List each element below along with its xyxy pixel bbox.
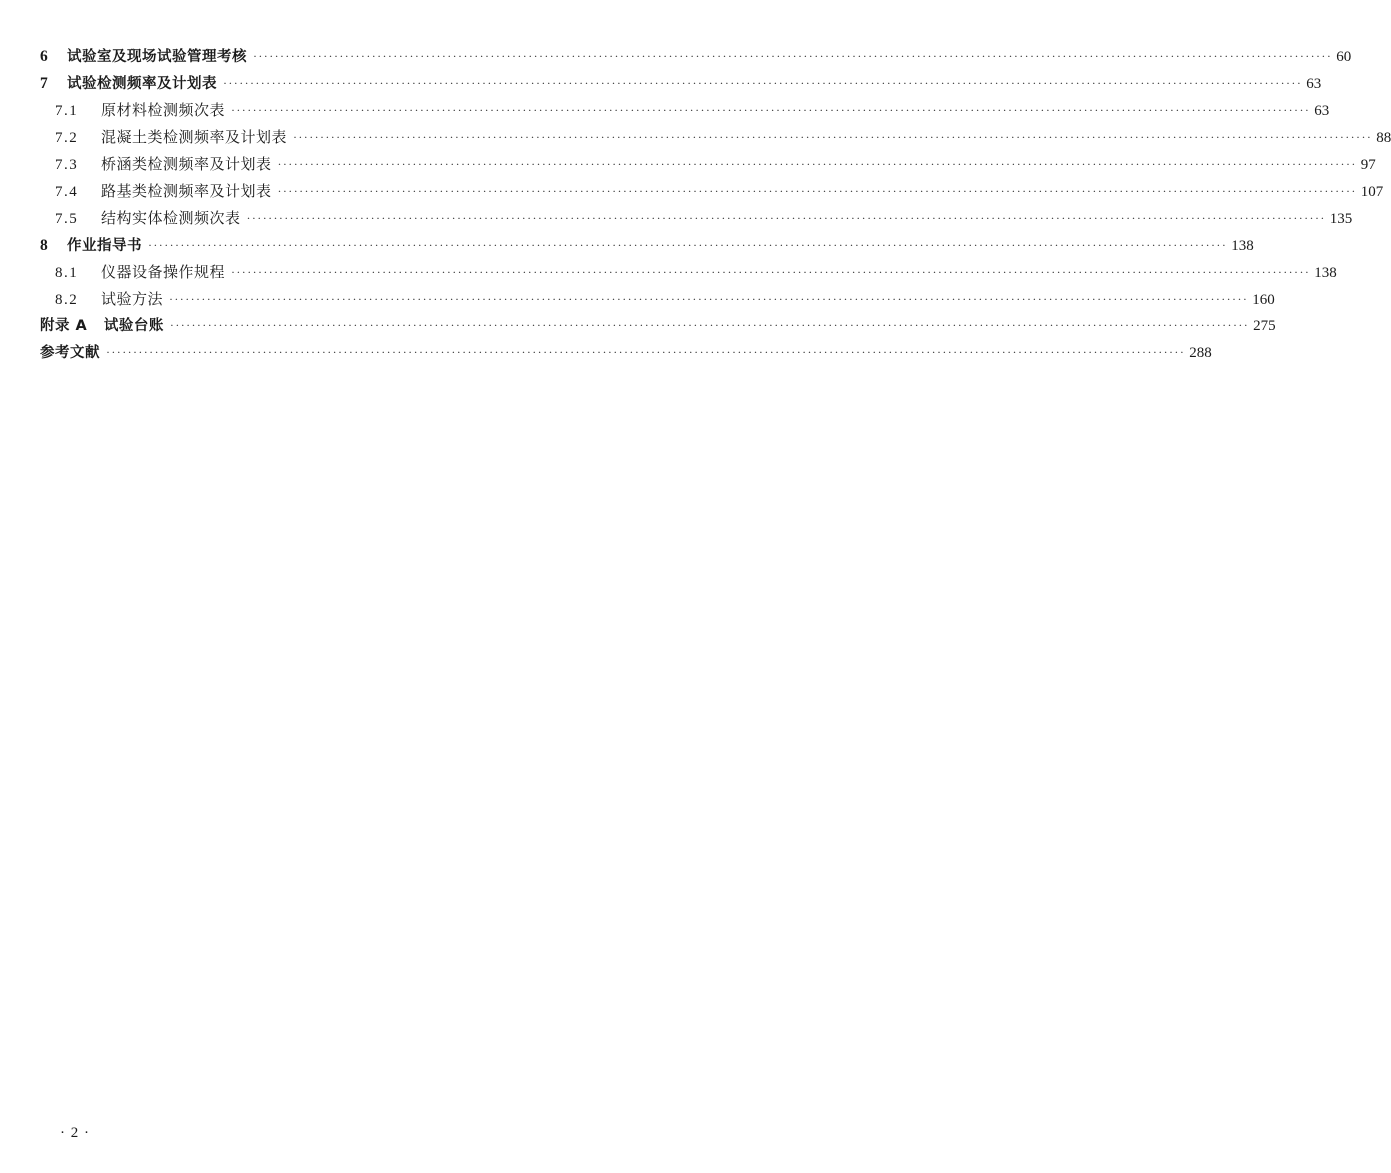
toc-entry-title: 附录 A 试验台账 (40, 318, 164, 334)
toc-entry-number: 7 (40, 75, 48, 92)
toc-entry-8-2[interactable] (40, 286, 1275, 313)
toc-entry-title: 仪器设备操作规程 (101, 263, 226, 281)
toc-entry-6[interactable] (40, 43, 1352, 70)
toc-entry-page: 288 (1189, 345, 1212, 361)
dot-leader: ········································································································································································································ (106, 345, 1186, 359)
toc-entry-7-4[interactable] (40, 178, 1384, 205)
toc-entry-page: 160 (1252, 292, 1275, 308)
toc-entry-7-2[interactable] (40, 124, 1391, 151)
toc-entry-title: 试验室及现场试验管理考核 (67, 49, 247, 65)
toc-entry-title: 结构实体检测频次表 (101, 209, 241, 227)
toc-entry-title: 试验检测频率及计划表 (67, 76, 217, 92)
toc-entry-page: 63 (1306, 76, 1322, 92)
toc-entry-title: 桥涵类检测频率及计划表 (101, 155, 272, 173)
dot-leader: ········································································································································································································ (223, 76, 1303, 90)
toc-entry-page: 138 (1314, 265, 1337, 281)
toc-entry-title: 原材料检测频次表 (101, 101, 226, 119)
dot-leader: ········································································································································································································ (277, 184, 1357, 198)
toc-entry-number: 8.2 (55, 292, 79, 308)
toc-entry-page: 135 (1329, 211, 1353, 227)
toc-entry-number: 6 (40, 48, 48, 65)
toc-entry-7-3[interactable] (40, 151, 1376, 178)
toc-entry-8[interactable] (40, 232, 1254, 259)
dot-leader: ········································································································································································································ (148, 238, 1228, 252)
toc-entry-page: 88 (1376, 130, 1391, 146)
toc-entry-title: 混凝土类检测频率及计划表 (101, 128, 288, 146)
toc-entry-title: 试验方法 (101, 290, 164, 308)
dot-leader: ········································································································································································································ (253, 49, 1333, 63)
toc-entry-number: 7.4 (55, 184, 79, 200)
toc-entry-title: 参考文献 (40, 345, 100, 361)
toc-entry-page: 63 (1314, 103, 1330, 119)
toc-entry-number: 8.1 (55, 265, 79, 281)
dot-leader: ········································································································································································································ (246, 211, 1326, 225)
toc-entry-8-1[interactable] (40, 259, 1337, 286)
dot-leader: ········································································································································································································ (231, 265, 1311, 279)
toc-entry-7-5[interactable] (40, 205, 1353, 232)
dot-leader: ········································································································································································································ (293, 130, 1373, 144)
toc-entry-page: 60 (1336, 49, 1352, 65)
toc-entry-appendix-a[interactable] (40, 313, 1276, 340)
toc-entry-number: 7.2 (55, 130, 79, 146)
toc-entry-page: 138 (1231, 238, 1254, 254)
toc-entry-number: 7.5 (55, 211, 79, 227)
toc-entry-page: 107 (1360, 184, 1384, 200)
toc-entry-title: 路基类检测频率及计划表 (101, 182, 272, 200)
toc-entry-number: 8 (40, 237, 48, 254)
toc-entry-number: 7.1 (55, 103, 79, 119)
dot-leader: ········································································································································································································ (277, 157, 1357, 171)
dot-leader: ········································································································································································································ (231, 103, 1311, 117)
dot-leader: ········································································································································································································ (169, 292, 1249, 306)
toc-entry-page: 97 (1360, 157, 1376, 173)
page-number: · 2 · (60, 1125, 90, 1141)
toc-entry-7-1[interactable] (40, 97, 1330, 124)
toc-entry-references[interactable] (40, 340, 1212, 367)
toc-entry-7[interactable] (40, 70, 1322, 97)
table-of-contents (40, 43, 1391, 367)
toc-entry-number: 7.3 (55, 157, 79, 173)
dot-leader: ········································································································································································································ (169, 318, 1250, 332)
toc-entry-title: 作业指导书 (67, 238, 142, 254)
toc-entry-page: 275 (1253, 318, 1276, 334)
